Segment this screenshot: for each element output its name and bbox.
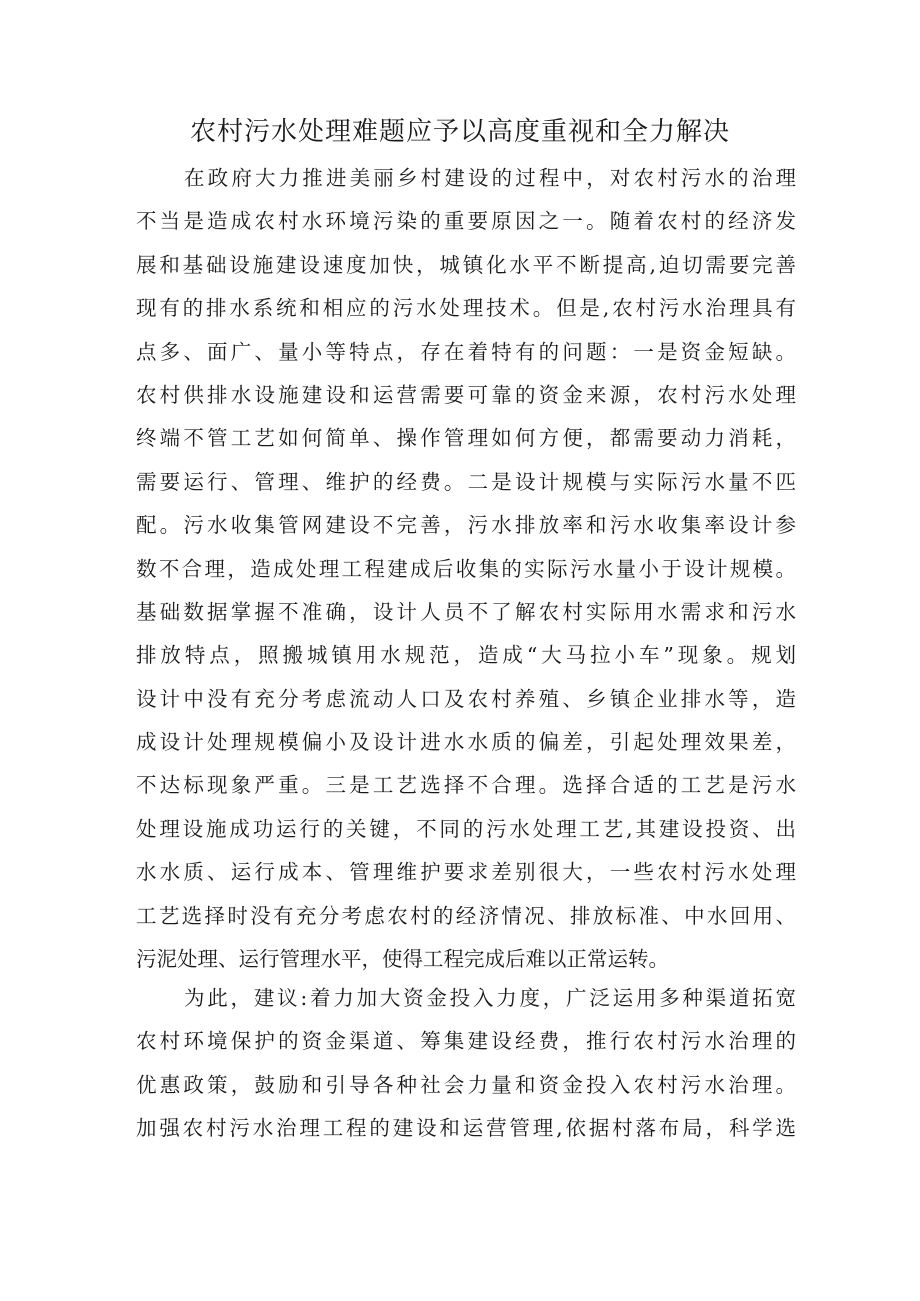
paragraph-line: 农村供排水设施建设和运营需要可靠的资金来源，农村污水处理 xyxy=(136,382,796,407)
paragraph-line: 为此，建议:着力加大资金投入力度，广泛运用多种渠道拓宽 xyxy=(184,986,796,1010)
paragraph-line: 终端不管工艺如何简单、操作管理如何方便，都需要动力消耗， xyxy=(136,426,796,451)
paragraph-line: 污泥处理、运行管理水平，使得工程完成后难以正常运转。 xyxy=(136,947,669,972)
paragraph-line: 不当是造成农村水环境污染的重要原因之一。随着农村的经济发 xyxy=(136,209,796,234)
paragraph-line: 展和基础设施建设速度加快，城镇化水平不断提高,迫切需要完善 xyxy=(136,252,796,277)
paragraph-line: 点多、面广、量小等特点，存在着特有的问题：一是资金短缺。 xyxy=(136,339,796,364)
paragraph-line: 优惠政策，鼓励和引导各种社会力量和资金投入农村污水治理。 xyxy=(136,1072,796,1097)
paragraph-line: 配。污水收集管网建设不完善，污水排放率和污水收集率设计参 xyxy=(136,513,796,538)
paragraph-line: 设计中没有充分考虑流动人口及农村养殖、乡镇企业排水等，造 xyxy=(136,686,796,711)
paragraph-line: 排放特点，照搬城镇用水规范，造成“大马拉小车”现象。规划 xyxy=(136,643,796,668)
paragraph-line: 现有的排水系统和相应的污水处理技术。但是,农村污水治理具有 xyxy=(136,296,796,321)
paragraph-line: 水水质、运行成本、管理维护要求差别很大，一些农村污水处理 xyxy=(136,860,796,885)
paragraph-line: 基础数据掌握不准确，设计人员不了解农村实际用水需求和污水 xyxy=(136,599,796,624)
paragraph-line: 工艺选择时没有充分考虑农村的经济情况、排放标准、中水回用、 xyxy=(136,903,796,928)
paragraph-line: 处理设施成功运行的关键，不同的污水处理工艺,其建设投资、出 xyxy=(136,816,796,841)
paragraph-line: 数不合理，造成处理工程建成后收集的实际污水量小于设计规模。 xyxy=(136,556,796,581)
document-title: 农村污水处理难题应予以高度重视和全力解决 xyxy=(189,117,730,147)
paragraph-line: 在政府大力推进美丽乡村建设的过程中，对农村污水的治理 xyxy=(184,166,796,190)
paragraph-line: 成设计处理规模偏小及设计进水水质的偏差，引起处理效果差， xyxy=(136,730,796,755)
paragraph-line: 不达标现象严重。三是工艺选择不合理。选择合适的工艺是污水 xyxy=(136,773,796,798)
paragraph-line: 加强农村污水治理工程的建设和运营管理,依据村落布局，科学选 xyxy=(136,1116,796,1141)
paragraph-line: 需要运行、管理、维护的经费。二是设计规模与实际污水量不匹 xyxy=(136,469,796,494)
paragraph-2 xyxy=(136,977,796,1151)
paragraph-line: 农村环境保护的资金渠道、筹集建设经费，推行农村污水治理的 xyxy=(136,1029,796,1054)
paragraph-1 xyxy=(136,157,796,981)
